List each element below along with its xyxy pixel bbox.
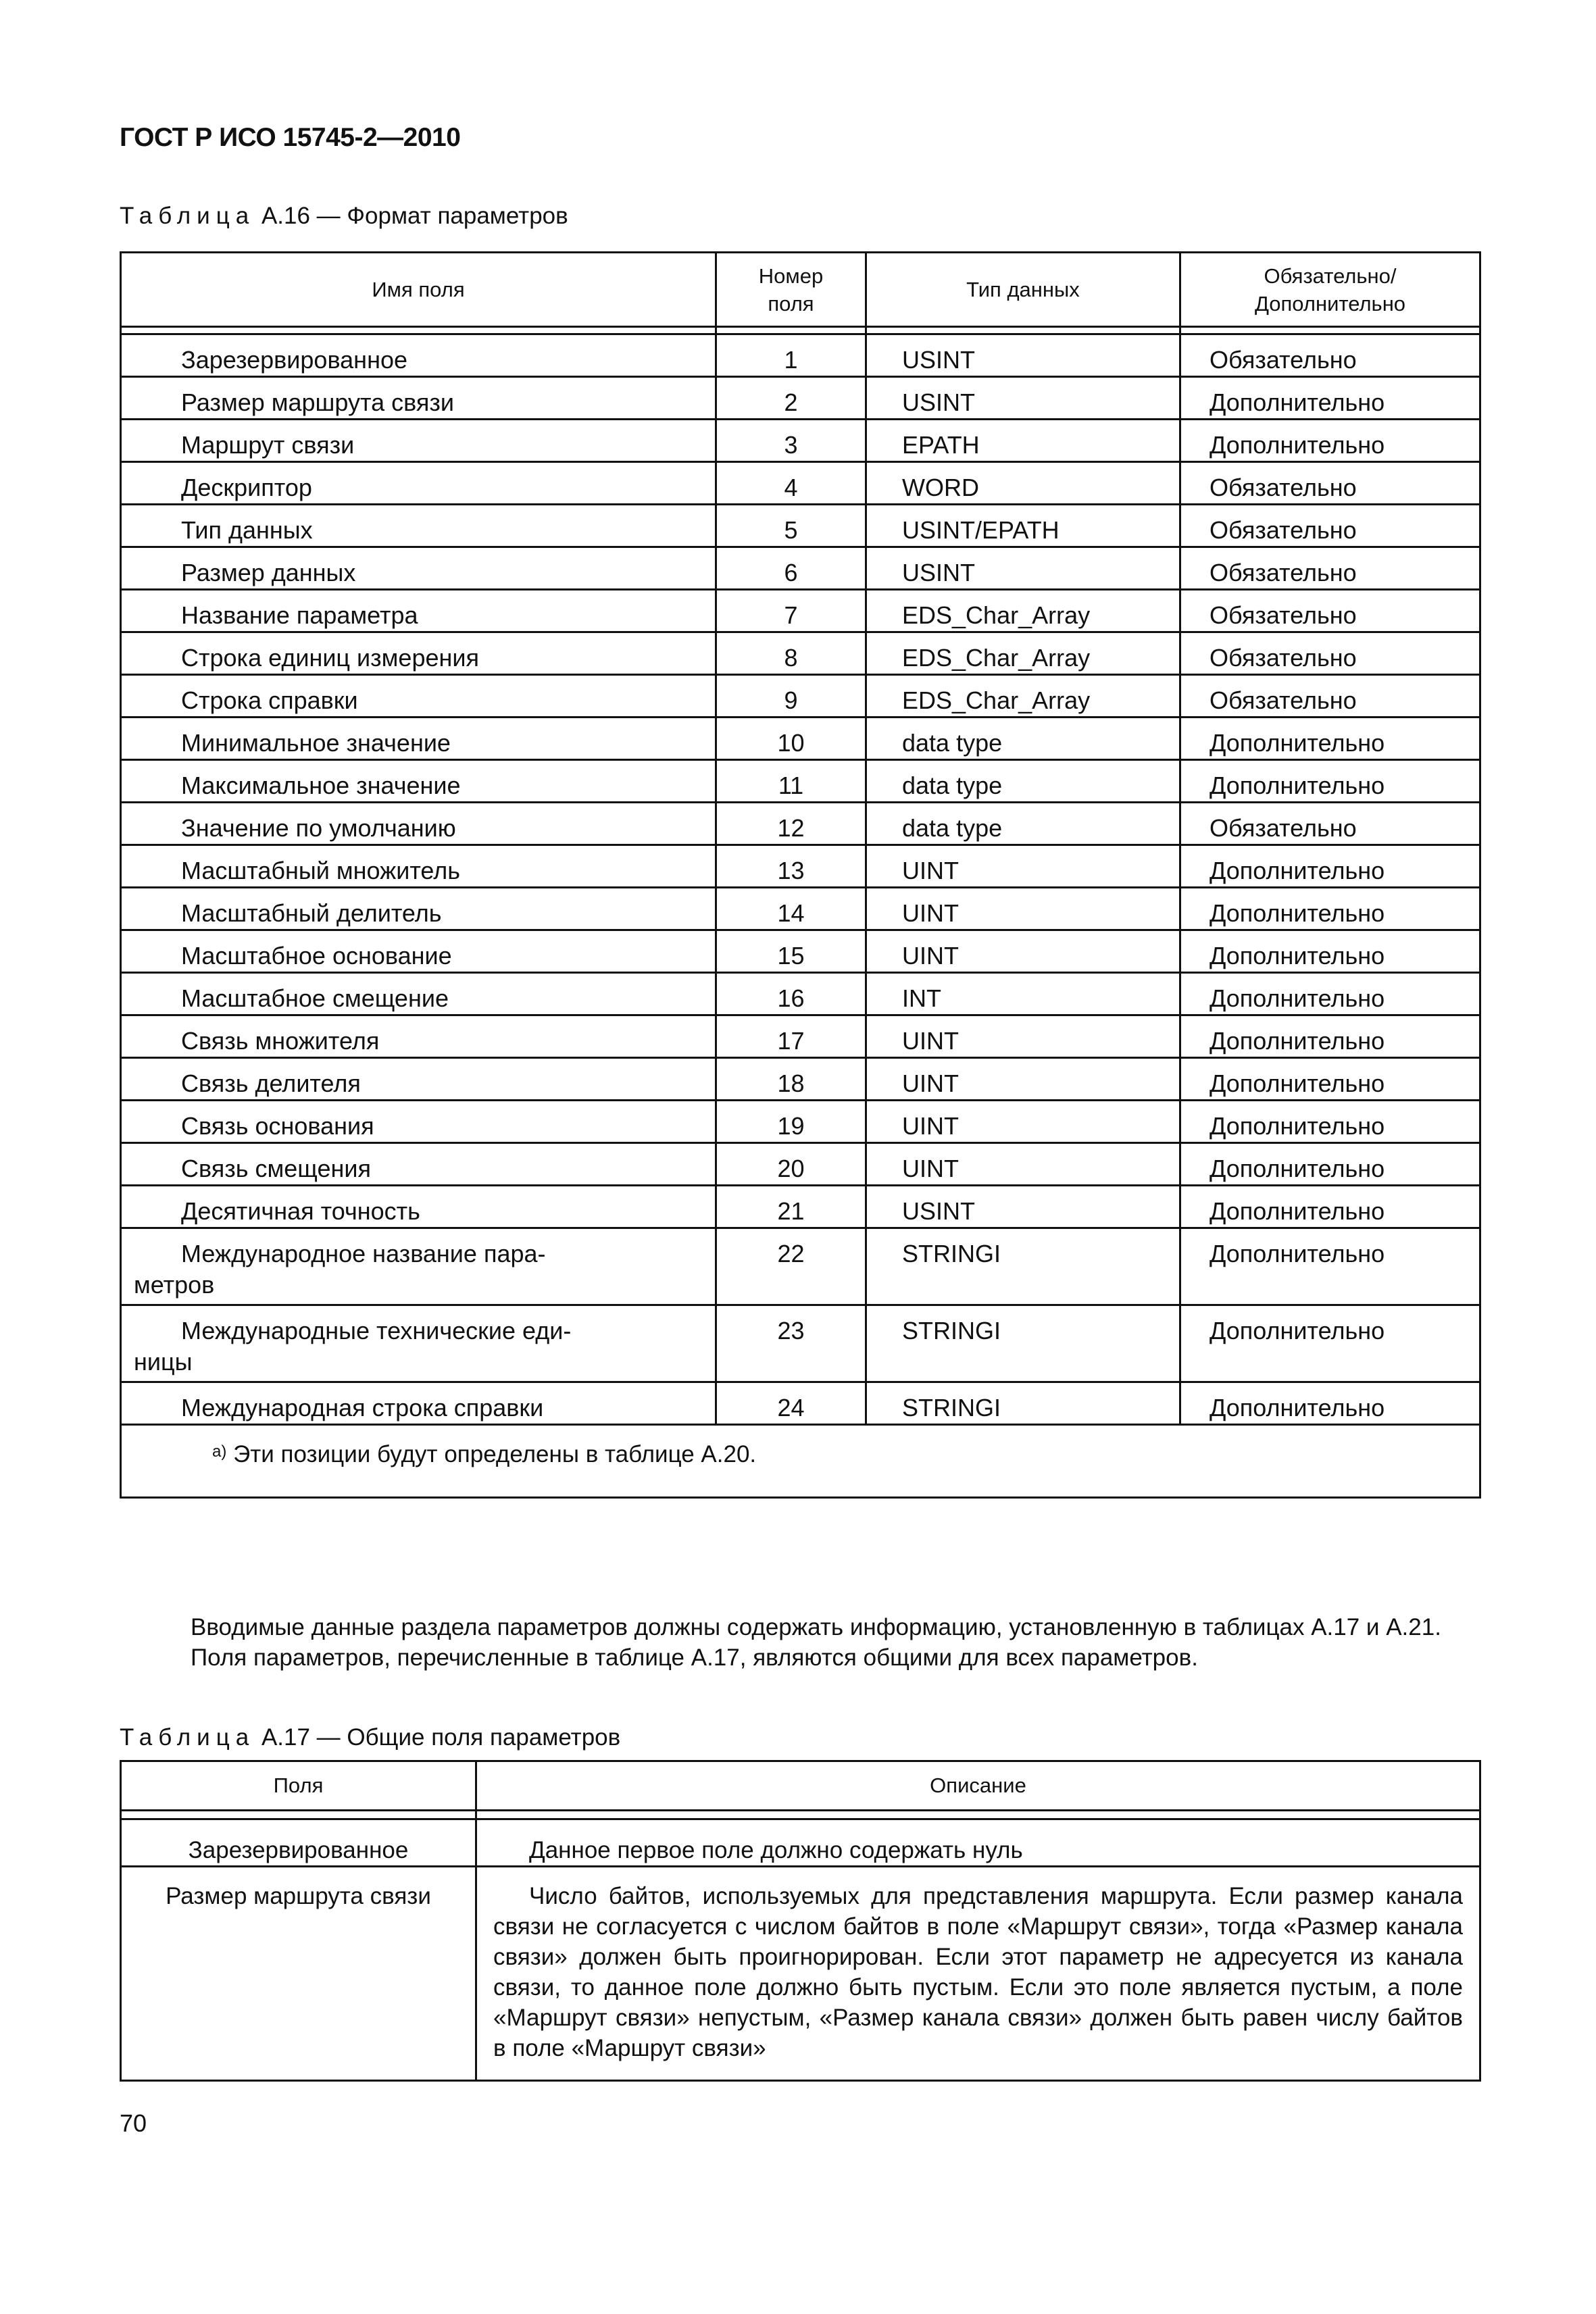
table-header-row <box>121 253 1480 327</box>
field-number-cell: 10 <box>716 718 866 760</box>
caption-prefix: Таблица <box>120 1724 255 1751</box>
table-row <box>121 1228 1480 1305</box>
field-cell: Зарезервированное <box>121 1819 476 1867</box>
field-number-cell: 11 <box>716 760 866 803</box>
description-cell <box>476 1867 1480 2081</box>
field-number-cell: 16 <box>716 973 866 1015</box>
field-name-cell: Значение по умолчанию <box>121 803 716 845</box>
required-cell: Обязательно <box>1180 632 1480 675</box>
col-header-data-type: Тип данных <box>866 253 1180 327</box>
header-separator <box>121 327 1480 334</box>
col-header-description: Описание <box>476 1761 1480 1811</box>
required-cell: Обязательно <box>1180 590 1480 632</box>
field-number-cell: 17 <box>716 1015 866 1058</box>
col-header-required <box>1180 253 1480 327</box>
field-name-line: метров <box>134 1271 215 1299</box>
field-number-cell: 14 <box>716 888 866 930</box>
table-row <box>121 930 1480 973</box>
data-type-cell: INT <box>866 973 1180 1015</box>
description-text: Число байтов, используемых для представления маршрута. Если размер канала связи не согласуется с числом байтов в поле «Маршрут связи», тогда «Размер канала связи» должен быть проигнорирован. Если этот параметр не адресуется из канала связи, то данное поле должно быть пустым. Если это поле является пустым, а поле «Маршрут связи» непустым, «Размер канала связи» должен быть равен числу байтов в поле «Маршрут связи» <box>493 1883 1463 2061</box>
data-type-cell: USINT <box>866 334 1180 377</box>
data-type-cell: STRINGI <box>866 1228 1180 1305</box>
field-name-cell: Связь множителя <box>121 1015 716 1058</box>
field-name-cell: Десятичная точность <box>121 1186 716 1228</box>
table-row <box>121 1143 1480 1186</box>
field-number-cell: 21 <box>716 1186 866 1228</box>
field-name-cell: Тип данных <box>121 505 716 547</box>
table-row <box>121 632 1480 675</box>
required-cell: Дополнительно <box>1180 1101 1480 1143</box>
field-number-cell: 12 <box>716 803 866 845</box>
field-name-cell: Связь делителя <box>121 1058 716 1101</box>
table-row <box>121 377 1480 420</box>
col-header-field-name: Имя поля <box>121 253 716 327</box>
data-type-cell: UINT <box>866 1015 1180 1058</box>
required-cell: Обязательно <box>1180 334 1480 377</box>
field-number-cell: 1 <box>716 334 866 377</box>
required-cell: Дополнительно <box>1180 760 1480 803</box>
data-type-cell: data type <box>866 803 1180 845</box>
field-name-cell: Масштабный множитель <box>121 845 716 888</box>
field-number-cell: 20 <box>716 1143 866 1186</box>
table-row <box>121 888 1480 930</box>
table-row <box>121 462 1480 505</box>
required-cell: Обязательно <box>1180 803 1480 845</box>
table-footnote <box>121 1425 1480 1498</box>
required-cell: Дополнительно <box>1180 1015 1480 1058</box>
field-number-cell: 5 <box>716 505 866 547</box>
table-a16-body <box>121 334 1480 1498</box>
data-type-cell: USINT <box>866 377 1180 420</box>
paragraph: Поля параметров, перечисленные в таблице А.17, являются общими для всех параметров. <box>191 1644 1198 1671</box>
field-number-cell: 15 <box>716 930 866 973</box>
field-name-cell: Минимальное значение <box>121 718 716 760</box>
field-name-cell: Размер маршрута связи <box>121 377 716 420</box>
required-cell: Обязательно <box>1180 547 1480 590</box>
table-row <box>121 675 1480 718</box>
table-a17-caption <box>120 1724 620 1751</box>
footnote-text: Эти позиции будут определены в таблице А.20. <box>226 1441 757 1467</box>
field-name-cell: Маршрут связи <box>121 420 716 462</box>
data-type-cell: EDS_Char_Array <box>866 632 1180 675</box>
field-number-cell: 7 <box>716 590 866 632</box>
field-name-cell: Строка единиц измерения <box>121 632 716 675</box>
table-row <box>121 718 1480 760</box>
description-cell: Данное первое поле должно содержать нуль <box>476 1819 1480 1867</box>
table-header-row <box>121 1761 1480 1811</box>
field-name-cell: Связь основания <box>121 1101 716 1143</box>
field-name-cell: Международная строка справки <box>121 1382 716 1425</box>
required-cell: Дополнительно <box>1180 973 1480 1015</box>
required-cell: Дополнительно <box>1180 1186 1480 1228</box>
table-row <box>121 803 1480 845</box>
field-number-cell: 19 <box>716 1101 866 1143</box>
table-row <box>121 1382 1480 1425</box>
field-name-cell: Масштабный делитель <box>121 888 716 930</box>
required-cell: Дополнительно <box>1180 718 1480 760</box>
required-cell: Обязательно <box>1180 505 1480 547</box>
caption-prefix: Таблица <box>120 203 255 229</box>
table-row <box>121 845 1480 888</box>
data-type-cell: data type <box>866 760 1180 803</box>
caption-text: А.16 — Формат параметров <box>255 203 568 229</box>
col-header-fields: Поля <box>121 1761 476 1811</box>
field-name-cell: Максимальное значение <box>121 760 716 803</box>
field-number-cell: 3 <box>716 420 866 462</box>
field-name-line: Международные технические еди- <box>181 1317 572 1344</box>
required-cell: Дополнительно <box>1180 845 1480 888</box>
data-type-cell: USINT/EPATH <box>866 505 1180 547</box>
table-row <box>121 1305 1480 1382</box>
field-number-cell: 23 <box>716 1305 866 1382</box>
table-row <box>121 1186 1480 1228</box>
required-cell: Дополнительно <box>1180 1305 1480 1382</box>
data-type-cell: UINT <box>866 1101 1180 1143</box>
data-type-cell: UINT <box>866 888 1180 930</box>
data-type-cell: USINT <box>866 1186 1180 1228</box>
field-number-cell: 18 <box>716 1058 866 1101</box>
table-row <box>121 420 1480 462</box>
table-row <box>121 1819 1480 1867</box>
table-a17 <box>120 1760 1481 2082</box>
document-header: ГОСТ Р ИСО 15745-2—2010 <box>120 123 461 152</box>
page-number: 70 <box>120 2109 147 2137</box>
required-cell: Дополнительно <box>1180 420 1480 462</box>
field-number-cell: 8 <box>716 632 866 675</box>
required-cell: Дополнительно <box>1180 377 1480 420</box>
required-cell: Дополнительно <box>1180 888 1480 930</box>
col-header-line: Обязательно/ <box>1264 263 1397 288</box>
body-text <box>120 1612 1479 1673</box>
data-type-cell: UINT <box>866 1143 1180 1186</box>
field-number-cell: 9 <box>716 675 866 718</box>
data-type-cell: USINT <box>866 547 1180 590</box>
table-row <box>121 1867 1480 2081</box>
table-row <box>121 334 1480 377</box>
table-row <box>121 1101 1480 1143</box>
field-name-cell: Строка справки <box>121 675 716 718</box>
col-header-field-number <box>716 253 866 327</box>
field-cell: Размер маршрута связи <box>121 1867 476 2081</box>
required-cell: Дополнительно <box>1180 1382 1480 1425</box>
table-row <box>121 505 1480 547</box>
field-name-cell: Дескриптор <box>121 462 716 505</box>
data-type-cell: STRINGI <box>866 1382 1180 1425</box>
footnote-mark: a) <box>212 1442 227 1461</box>
required-cell: Обязательно <box>1180 675 1480 718</box>
field-number-cell: 4 <box>716 462 866 505</box>
field-number-cell: 13 <box>716 845 866 888</box>
required-cell: Дополнительно <box>1180 930 1480 973</box>
table-row <box>121 973 1480 1015</box>
paragraph: Вводимые данные раздела параметров должны содержать информацию, установленную в таблицах А.17 и А.21. <box>191 1614 1441 1640</box>
field-number-cell: 6 <box>716 547 866 590</box>
field-number-cell: 24 <box>716 1382 866 1425</box>
data-type-cell: STRINGI <box>866 1305 1180 1382</box>
field-name-line: ницы <box>134 1348 193 1376</box>
required-cell: Дополнительно <box>1180 1058 1480 1101</box>
field-number-cell: 2 <box>716 377 866 420</box>
required-cell: Обязательно <box>1180 462 1480 505</box>
data-type-cell: data type <box>866 718 1180 760</box>
table-row <box>121 760 1480 803</box>
field-name-line: Международное название пара- <box>181 1240 546 1267</box>
field-name-cell: Название параметра <box>121 590 716 632</box>
data-type-cell: EDS_Char_Array <box>866 590 1180 632</box>
header-separator <box>121 1811 1480 1819</box>
table-a16 <box>120 251 1481 1499</box>
table-footnote-row <box>121 1425 1480 1498</box>
data-type-cell: EPATH <box>866 420 1180 462</box>
data-type-cell: WORD <box>866 462 1180 505</box>
field-name-cell: Масштабное смещение <box>121 973 716 1015</box>
caption-text: А.17 — Общие поля параметров <box>255 1724 621 1751</box>
table-a16-caption <box>120 203 568 230</box>
col-header-line: поля <box>768 291 814 316</box>
col-header-line: Дополнительно <box>1254 291 1406 316</box>
field-name-cell: Размер данных <box>121 547 716 590</box>
data-type-cell: EDS_Char_Array <box>866 675 1180 718</box>
col-header-line: Номер <box>758 263 824 288</box>
required-cell: Дополнительно <box>1180 1228 1480 1305</box>
data-type-cell: UINT <box>866 930 1180 973</box>
field-name-cell: Масштабное основание <box>121 930 716 973</box>
required-cell: Дополнительно <box>1180 1143 1480 1186</box>
field-number-cell: 22 <box>716 1228 866 1305</box>
table-row <box>121 1058 1480 1101</box>
table-row <box>121 547 1480 590</box>
field-name-cell <box>121 1228 716 1305</box>
table-row <box>121 590 1480 632</box>
field-name-cell <box>121 1305 716 1382</box>
field-name-cell: Зарезервированное <box>121 334 716 377</box>
table-row <box>121 1015 1480 1058</box>
field-name-cell: Связь смещения <box>121 1143 716 1186</box>
data-type-cell: UINT <box>866 1058 1180 1101</box>
data-type-cell: UINT <box>866 845 1180 888</box>
